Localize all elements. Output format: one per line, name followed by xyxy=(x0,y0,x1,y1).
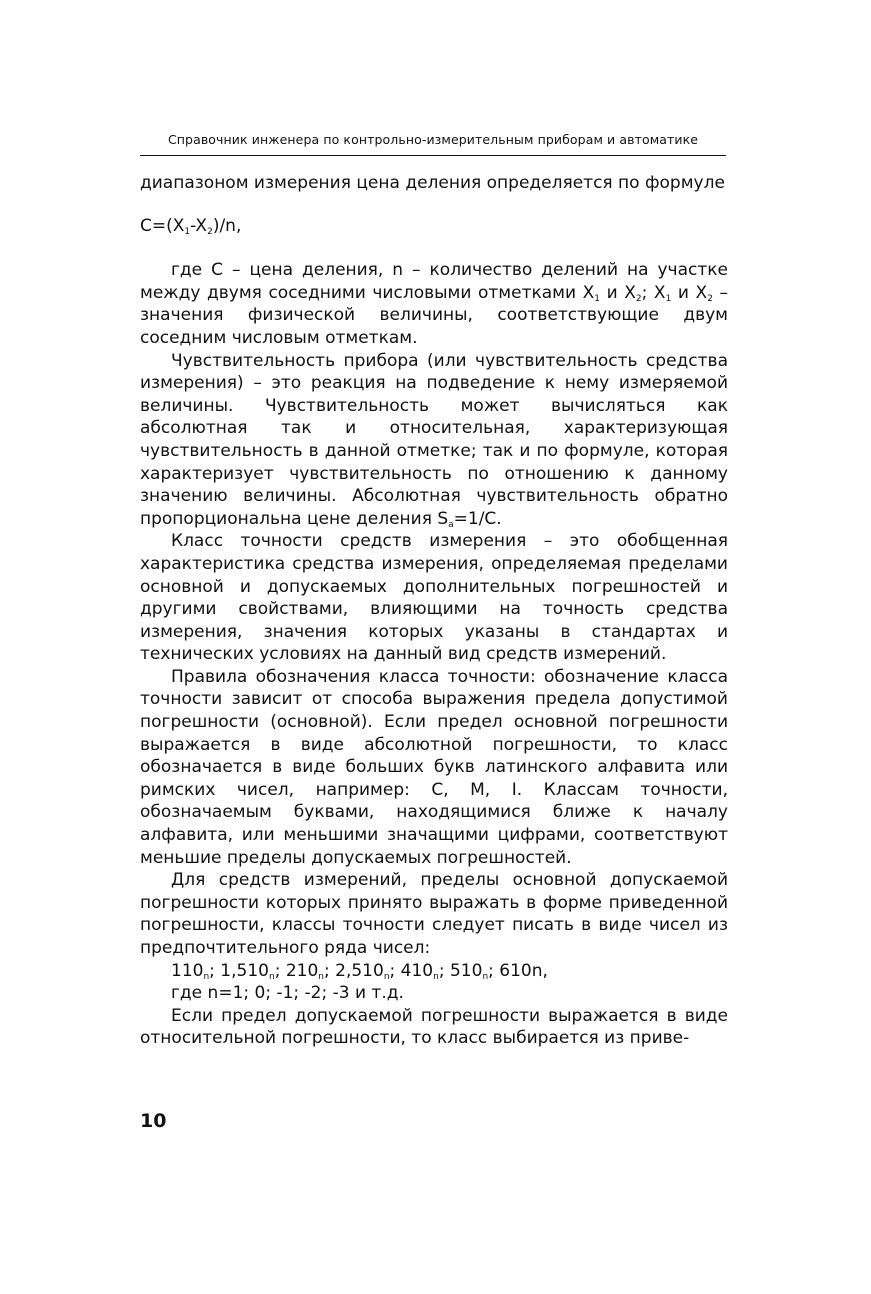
paragraph-reduced-error: Для средств измерений, пределы основной допускаемой погрешности которых принято выражать в форме приведенной погрешности, классы точности следует писать в виде чисел из предпочтительного ряда чисел: xyxy=(140,870,728,958)
paragraph-designation-rules: Правила обозначения класса точности: обозначение класса точности зависит от способа выражения предела допустимой погрешности (основной). Если предел основной погрешности выражается в виде абсолютной погрешности, то класс обозначается в виде больших букв латинского алфавита или римских чисел, например: C, M, I. Классам точности, обозначаемым буквами, находящимися ближе к началу алфавита, или меньшими значащими цифрами, соответствуют меньшие пределы допускаемых погрешностей. xyxy=(140,666,728,868)
paragraph-accuracy-class: Класс точности средств измерения – это обобщенная характеристика средства измерения, определяемая пределами основной и допускаемых дополнительных погрешностей и другими свойствами, влияющими на точность средства измерения, значения которых указаны в стандартах и технических условиях на данный вид средств измерений. xyxy=(140,531,728,665)
page-body xyxy=(140,172,728,1050)
paragraph-relative-error: Если предел допускаемой погрешности выражается в виде относительной погрешности, то класс выбирается из приве- xyxy=(140,1005,728,1049)
paragraph-sensitivity: Чувствительность прибора (или чувствительность средства измерения) – это реакция на подведение к нему измеряемой величины. Чувствительность может вычисляться как абсолютная так и относительная, характеризующая чувствительность в данной отметке; так и по формуле, которая характеризует чувствительность по отношению к данному значению величины. Абсолютная чувствительность обратно пропорциональна цене деления $S_a=1/C$. xyxy=(140,350,728,530)
formula: $C=(X_1-X_2)/n$, xyxy=(140,215,242,237)
page-number: 10 xyxy=(140,1110,167,1132)
preferred-number-series: $110_n$; $1,510_n$; $210_n$; $2,510_n$; $410_n$; $510_n$; 610n, xyxy=(171,960,548,982)
running-header: Справочник инженера по контрольно-измерительным приборам и автоматике xyxy=(167,132,699,147)
series-exponent-note: где n=1; 0; -1; -2; -3 и т.д. xyxy=(171,983,404,1004)
header-rule xyxy=(140,155,726,156)
paragraph-continuation: диапазоном измерения цена деления определяется по формуле xyxy=(140,173,725,193)
paragraph-formula-explanation: где C – цена деления, n – количество делений на участке между двумя соседними числовыми отметками $X_1$ и $X_2$; $X_1$ и $X_2$ – значения физической величины, соответствующие двум соседним числовым отметкам. xyxy=(140,260,729,348)
